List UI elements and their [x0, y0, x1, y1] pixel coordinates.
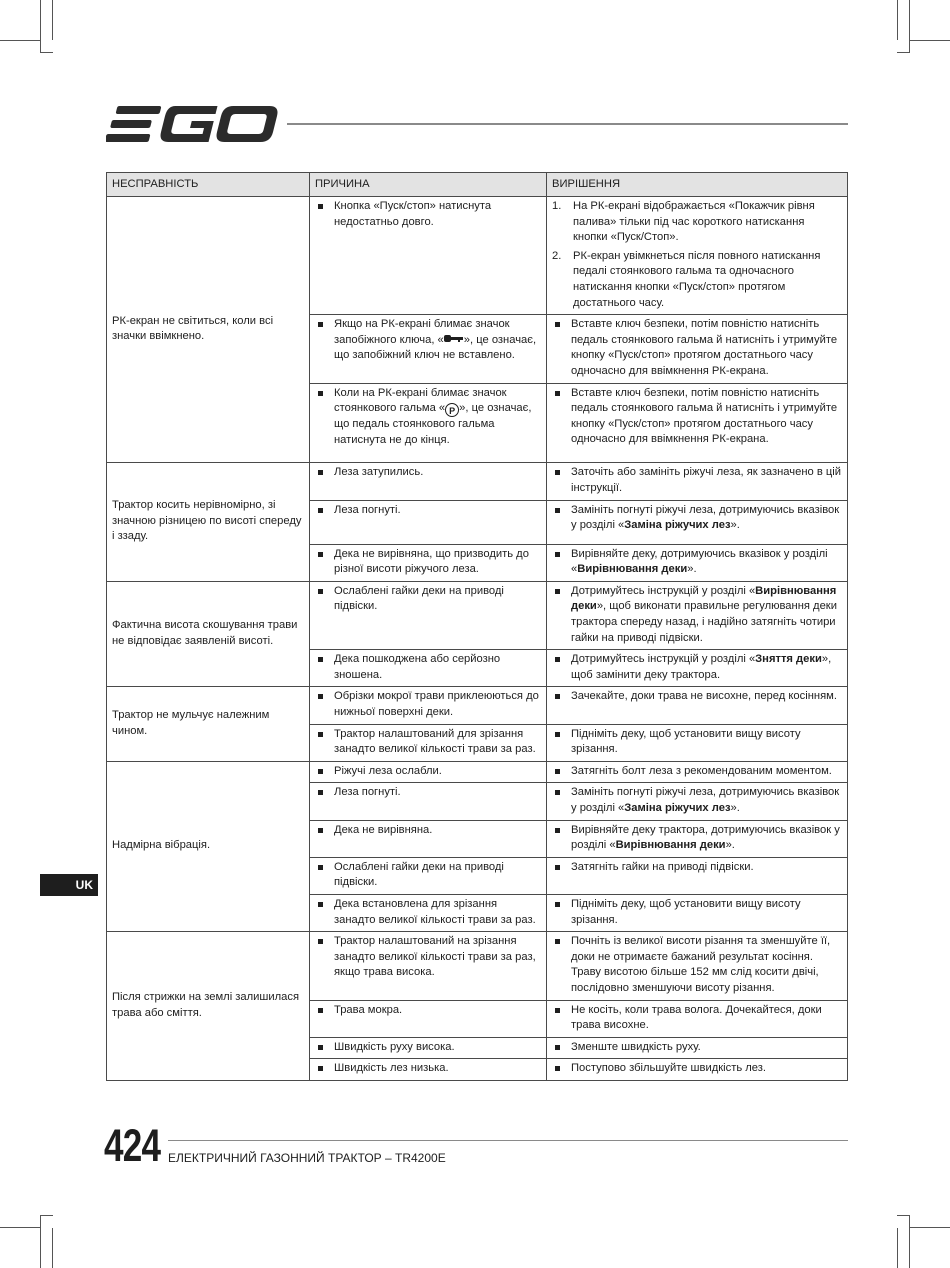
step-number: 1. [552, 200, 562, 212]
table-row [107, 932, 848, 1000]
section-reference: Вирівнювання деки [615, 839, 726, 852]
solution-cell [547, 932, 848, 1000]
solution-text: Затягніть болт леза з рекомендованим моментом. [552, 764, 842, 780]
solution-text: Заточіть або замініть ріжучі леза, як зазначено в цій інструкції. [552, 465, 842, 496]
solution-text-part: Дотримуйтесь інструкцій у розділі « [571, 653, 756, 666]
cause-text: Ослаблені гайки деки на приводі підвіски. [315, 584, 541, 615]
problem-cell: Трактор не мульчує належним чином. [107, 687, 310, 761]
language-tab: UK [40, 874, 98, 896]
cause-cell [310, 581, 547, 649]
solution-cell [547, 687, 848, 724]
cause-text: Ослаблені гайки деки на приводі підвіски. [315, 860, 541, 891]
solution-text: Почніть із великої висоти різання та зменшуйте її, доки не отримаєте бажаний результат косіння. Траву висотою більше 152 мм слід косити двічі, послідовно зменшуючи висоту різання. [552, 934, 842, 996]
section-reference: Заміна ріжучих лез [624, 802, 731, 814]
section-reference: Вирівнювання деки [577, 563, 688, 576]
solution-text: Підніміть деку, щоб установити вищу висоту зрізання. [552, 897, 842, 928]
cause-cell [310, 761, 547, 783]
step-number: 2. [552, 249, 562, 262]
crop-mark [910, 40, 950, 41]
table-row [107, 761, 848, 783]
step-text: На РК-екрані відображається «Покажчик рівня палива» тільки під час короткого натискання кнопки «Пуск/Стоп». [573, 200, 815, 244]
cause-text: Дека встановлена для зрізання занадто великої кількості трави за раз. [315, 897, 541, 928]
cause-text-part: Якщо на РК-екрані блимає значок запобіжного ключа, « [334, 318, 510, 346]
ego-logo [106, 104, 278, 144]
cause-cell [310, 650, 547, 687]
solution-cell [547, 544, 848, 581]
cause-cell [310, 1059, 547, 1081]
solution-text-part: ». [725, 839, 735, 852]
solution-text-part: Вирівняйте деку, дотримуючись вказівок у розділі « [571, 547, 828, 576]
solution-text-part: ». [687, 563, 697, 576]
solution-cell [547, 761, 848, 783]
crop-mark [0, 1227, 40, 1228]
solution-text-part: Дотримуйтесь інструкцій у розділі « [571, 584, 756, 597]
solution-text-part: ». [730, 519, 740, 532]
cause-text-part: Коли на РК-екрані блимає значок стоянкового гальма « [334, 386, 507, 415]
parking-brake-icon: P [445, 403, 459, 417]
cause-text: Дека пошкоджена або серйозно зношена. [315, 652, 541, 683]
cause-text: Обрізки мокрої трави приклеюються до нижньої поверхні деки. [315, 689, 541, 720]
footer-rule [168, 1140, 848, 1141]
crop-mark [897, 1228, 898, 1268]
cause-text: Леза погнуті. [315, 785, 541, 801]
cause-text: Дека не вирівняна. [315, 823, 541, 839]
cause-text [315, 317, 541, 364]
numbered-step [552, 249, 842, 311]
problem-cell: Надмірна вібрація. [107, 761, 310, 931]
column-header: НЕСПРАВНІСТЬ [107, 173, 310, 197]
solution-cell [547, 1000, 848, 1037]
crop-mark [40, 1215, 53, 1216]
solution-cell [547, 197, 848, 315]
cause-text: Леза затупились. [315, 465, 541, 481]
table-row [107, 687, 848, 724]
solution-text-part: Вирівняйте деку трактора, дотримуючись вказівок у розділі « [571, 823, 840, 852]
crop-mark [40, 52, 53, 53]
ego-logo-mark [106, 104, 278, 144]
solution-text [552, 823, 842, 854]
solution-cell [547, 315, 848, 383]
cause-cell [310, 687, 547, 724]
cause-cell [310, 820, 547, 857]
solution-text-part: », щоб виконати правильне регулювання деки трактора спереду назад, і надійно затягніть чотири гайки на приводі підвіски. [571, 600, 837, 644]
solution-text: Поступово збільшуйте швидкість лез. [552, 1061, 842, 1077]
solution-text [552, 652, 842, 683]
solution-cell [547, 857, 848, 894]
cause-text-part: », це означає, що запобіжний ключ не вставлено. [334, 333, 537, 362]
cause-text-part: », це означає, що педаль стоянкового гальма натиснута не до кінця. [334, 402, 532, 446]
solution-text-part: ». [730, 802, 740, 814]
crop-mark [897, 1215, 910, 1216]
cause-cell [310, 783, 547, 820]
solution-text-part: Замініть погнуті ріжучі леза, дотримуючись вказівок у розділі « [571, 786, 840, 814]
solution-text: Зменште швидкість руху. [552, 1040, 842, 1056]
table-row [107, 463, 848, 500]
crop-mark [0, 40, 40, 41]
cause-text: Трактор налаштований на зрізання занадто великої кількості трави за раз, якщо трава висока. [315, 934, 541, 981]
cause-cell [310, 500, 547, 544]
cause-text: Кнопка «Пуск/стоп» натиснута недостатньо довго. [315, 199, 541, 230]
solution-text: Затягніть гайки на приводі підвіски. [552, 860, 842, 876]
troubleshooting-table [106, 172, 848, 1081]
cause-text: Трава мокра. [315, 1003, 541, 1019]
problem-cell: Трактор косить нерівномірно, зі значною різницею по висоті спереду і ззаду. [107, 463, 310, 582]
problem-cell: РК-екран не світиться, коли всі значки ввімкнено. [107, 197, 310, 463]
section-reference: Вирівнювання деки [571, 584, 837, 613]
solution-text: Зачекайте, доки трава не висохне, перед косінням. [552, 689, 842, 705]
crop-mark [40, 1216, 41, 1268]
cause-cell [310, 463, 547, 500]
solution-cell [547, 820, 848, 857]
section-reference: Зняття деки [755, 653, 822, 666]
table-row [107, 581, 848, 649]
cause-cell [310, 315, 547, 383]
cause-text: Ріжучі леза ослабли. [315, 764, 541, 780]
problem-cell: Фактична висота скошування трави не відповідає заявленій висоті. [107, 581, 310, 687]
solution-cell [547, 500, 848, 544]
column-header: ПРИЧИНА [310, 173, 547, 197]
safety-key-icon [444, 333, 464, 349]
header-rule [287, 123, 848, 125]
cause-cell [310, 857, 547, 894]
solution-text [552, 584, 842, 646]
cause-text: Трактор налаштований для зрізання занадто великої кількості трави за раз. [315, 727, 541, 758]
crop-mark [909, 1216, 910, 1268]
table-header-row [107, 173, 848, 197]
table-row [107, 197, 848, 315]
solution-text-part: Замініть погнуті ріжучі леза, дотримуючись вказівок у розділі « [571, 503, 840, 532]
cause-cell [310, 1000, 547, 1037]
solution-cell [547, 724, 848, 761]
cause-cell [310, 1037, 547, 1059]
solution-cell [547, 581, 848, 649]
cause-text: Дека не вирівняна, що призводить до різної висоти ріжучого леза. [315, 547, 541, 578]
crop-mark [897, 0, 898, 40]
cause-cell [310, 724, 547, 761]
footer-title: ЕЛЕКТРИЧНИЙ ГАЗОННИЙ ТРАКТОР – TR4200E [168, 1151, 446, 1165]
step-text: РК-екран увімкнеться після повного натискання педалі стоянкового гальма та одночасного натискання кнопки «Пуск/стоп» протягом достатнього часу. [573, 249, 821, 309]
problem-cell: Після стрижки на землі залишилася трава або сміття. [107, 932, 310, 1081]
solution-cell [547, 1059, 848, 1081]
cause-text [315, 386, 541, 449]
crop-mark [910, 1227, 950, 1228]
cause-text: Леза погнуті. [315, 503, 541, 519]
solution-text: Не косіть, коли трава волога. Дочекайтеся, доки трава висохне. [552, 1003, 842, 1034]
solution-cell [547, 894, 848, 931]
cause-text: Швидкість руху висока. [315, 1040, 541, 1056]
numbered-step [552, 199, 842, 246]
cause-cell [310, 894, 547, 931]
crop-mark [40, 0, 41, 52]
crop-mark [52, 1228, 53, 1268]
cause-cell [310, 383, 547, 463]
solution-cell [547, 1037, 848, 1059]
solution-text [552, 785, 842, 816]
column-header: ВИРІШЕННЯ [547, 173, 848, 197]
solution-text [552, 547, 842, 578]
cause-cell [310, 932, 547, 1000]
solution-text: Вставте ключ безпеки, потім повністю натисніть педаль стоянкового гальма й натисніть і утримуйте кнопку «Пуск/стоп» протягом достатнього часу одночасно для ввімкнення РК-екрана. [552, 386, 842, 448]
cause-text: Швидкість лез низька. [315, 1061, 541, 1077]
solution-text-part: », щоб замінити деку трактора. [571, 653, 832, 681]
crop-mark [897, 52, 910, 53]
solution-text: Вставте ключ безпеки, потім повністю натисніть педаль стоянкового гальма й натисніть і утримуйте кнопку «Пуск/стоп» протягом достатнього часу одночасно для ввімкнення РК-екрана. [552, 317, 842, 379]
cause-cell [310, 544, 547, 581]
section-reference: Заміна ріжучих лез [624, 519, 731, 532]
cause-cell [310, 197, 547, 315]
page-number: 424 [104, 1120, 161, 1171]
solution-cell [547, 650, 848, 687]
solution-text [552, 503, 842, 534]
solution-cell [547, 783, 848, 820]
solution-cell [547, 463, 848, 500]
crop-mark [909, 0, 910, 52]
solution-cell [547, 383, 848, 463]
crop-mark [52, 0, 53, 40]
solution-text: Підніміть деку, щоб установити вищу висоту зрізання. [552, 727, 842, 758]
